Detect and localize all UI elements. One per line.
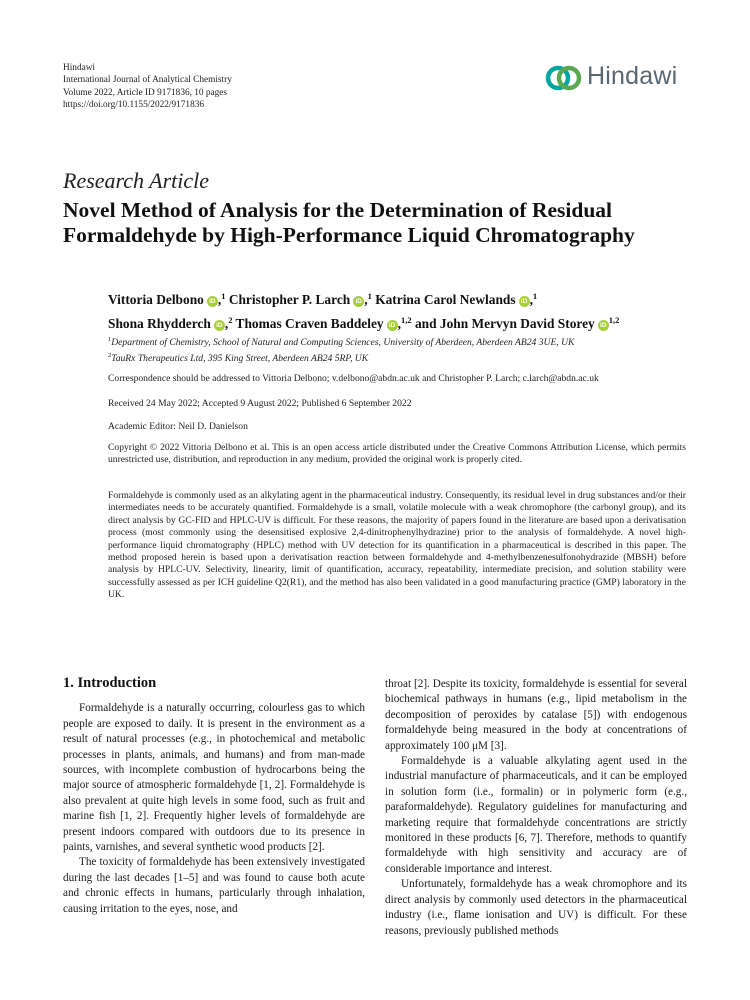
author-affiliation-mark: 1: [367, 291, 372, 301]
orcid-icon[interactable]: iD: [519, 296, 530, 307]
article-title: [63, 198, 703, 248]
orcid-icon[interactable]: iD: [598, 320, 609, 331]
publisher-name: Hindawi: [63, 63, 96, 73]
abstract: Formaldehyde is commonly used as an alkylating agent in the pharmaceutical industry. Consequently, its residual level in drug substances and/or their intermediates needs to be accurately quantified. Formaldehyde is a small, volatile molecule with a weak chromophore (the carbonyl group), and its direct analysis by GC-FID and HPLC-UV is difficult. For these reasons, the majority of papers found in the literature are based upon a derivatisation process (most commonly using the desensitised explosive 2,4-dinitrophenylhydrazine) prior to the analysis of formaldehyde. A novel high-performance liquid chromatography (HPLC) method with UV detection for its quantification in a pharmaceutical is described in this paper. The method proposed herein is based upon a derivatisation reaction between formaldehyde and 4-methylbenzenesulfonohydrazide (MBSH) before analysis by HPLC-UV. Selectivity, linearity, limit of quantification, accuracy, repeatability, intermediate precision, and solution stability were successfully assessed as per ICH guideline Q2(R1), and the method has also been validated in a good manufacturing practice (GMP) laboratory in the UK.: [108, 490, 686, 601]
hindawi-logo: [545, 60, 695, 96]
body-paragraph: Formaldehyde is a naturally occurring, colourless gas to which people are exposed to daily. It is present in the environment as a result of natural processes (e.g., in photochemical and metabolic processes in plants, animals, and humans) and from man-made sources, with incomplete combustion of hydrocarbons being the major source of atmospheric formaldehyde [1, 2]. Formaldehyde is also prevalent at quite high levels in some food, such as fruit and marine fish [1, 2]. Frequently higher levels of formaldehyde are present indoors compared with outdoors due to its presence in paints, varnishes, and several synthetic wood products [2].: [63, 702, 365, 854]
doi-link[interactable]: https://doi.org/10.1155/2022/9171836: [63, 99, 205, 110]
author-name[interactable]: Shona Rhydderch: [108, 316, 211, 331]
author-list: [108, 286, 708, 334]
title-line: Novel Method of Analysis for the Determination of Residual: [63, 198, 613, 222]
body-paragraph: Unfortunately, formaldehyde has a weak chromophore and its direct analysis by commonly used detectors in the pharmaceutical industry (i.e., flame ionisation and UV) is difficult. For these reasons, previously published methods: [385, 878, 687, 937]
hindawi-logo-text: Hindawi: [587, 62, 678, 90]
author-name[interactable]: Thomas Craven Baddeley: [235, 316, 384, 331]
copyright-notice: Copyright © 2022 Vittoria Delbono et al. This is an open access article distributed under the Creative Commons Attribution License, which permits unrestricted use, distribution, and reproduction in any medium, provided the original work is properly cited.: [108, 442, 686, 466]
author-affiliation-mark: 1,2: [608, 315, 620, 325]
author-affiliation-mark: 1,2: [400, 315, 412, 325]
publication-dates: Received 24 May 2022; Accepted 9 August 2022; Published 6 September 2022: [108, 398, 412, 409]
body-paragraph: Formaldehyde is a valuable alkylating agent used in the industrial manufacture of pharmaceuticals, and it can be employed in solution form (i.e., formalin) or in polymeric form (e.g., paraformaldehyde). Regulatory guidelines for manufacturing and marketing require that formaldehyde concentrations are strictly monitored in these products [6, 7]. Therefore, methods to quantify formaldehyde with high sensitivity and accuracy are of considerable importance and interest.: [385, 755, 687, 875]
body-paragraph: throat [2]. Despite its toxicity, formaldehyde is essential for several biochemical pathways in humans (e.g., lipid metabolism in the decomposition of peroxides by catalase [5]) with endogenous formaldehyde being measured in the body at concentrations of approximately 100 μM [3].: [385, 678, 687, 752]
hindawi-logo-icon: [545, 60, 585, 96]
body-paragraph: The toxicity of formaldehyde has been extensively investigated during the last decades [1–5] and was found to cause both acute and chronic effects in humans, particularly through inhalation, causing irritation to the eyes, nose, and: [63, 856, 365, 915]
author-affiliation-mark: 2: [228, 315, 233, 325]
orcid-icon[interactable]: iD: [353, 296, 364, 307]
orcid-icon[interactable]: iD: [214, 320, 225, 331]
journal-name: International Journal of Analytical Chemistry: [63, 75, 232, 86]
author-line: Shona Rhydderch iD ,$^2$ Thomas Craven Baddeley iD ,$^{1,2}$ and John Mervyn David Storey iD$^{1,2}$: [108, 315, 620, 331]
author-name[interactable]: John Mervyn David Storey: [439, 316, 595, 331]
volume-info: Volume 2022, Article ID 9171836, 10 pages: [63, 87, 228, 98]
author-name[interactable]: Vittoria Delbono: [108, 292, 204, 307]
academic-editor: Academic Editor: Neil D. Danielson: [108, 421, 248, 432]
affiliation-item: $^2$TauRx Therapeutics Ltd, 395 King Street, Aberdeen AB24 5RP, UK: [108, 352, 369, 364]
orcid-icon[interactable]: iD: [387, 320, 398, 331]
author-line: Vittoria Delbono iD ,$^1$ Christopher P. Larch iD ,$^1$ Katrina Carol Newlands iD ,$^1$: [108, 291, 538, 307]
left-column: [63, 676, 365, 917]
orcid-icon[interactable]: iD: [207, 296, 218, 307]
affiliation-item: $^1$Department of Chemistry, School of Natural and Computing Sciences, University of Aberdeen, Aberdeen AB24 3UE, UK: [108, 336, 575, 348]
section-heading: 1. Introduction: [63, 675, 157, 691]
journal-metadata: [63, 62, 232, 111]
author-name[interactable]: Christopher P. Larch: [228, 292, 351, 307]
author-affiliation-mark: 1: [532, 291, 538, 301]
article-type: Research Article: [63, 168, 210, 193]
right-column: [385, 677, 687, 939]
correspondence: Correspondence should be addressed to Vittoria Delbono; v.delbono@abdn.ac.uk and Christopher P. Larch; c.larch@abdn.ac.uk: [108, 373, 599, 384]
author-name[interactable]: Katrina Carol Newlands: [375, 292, 516, 307]
affiliations: [108, 333, 574, 365]
title-line: Formaldehyde by High-Performance Liquid Chromatography: [63, 223, 635, 247]
author-affiliation-mark: 1: [221, 291, 226, 301]
